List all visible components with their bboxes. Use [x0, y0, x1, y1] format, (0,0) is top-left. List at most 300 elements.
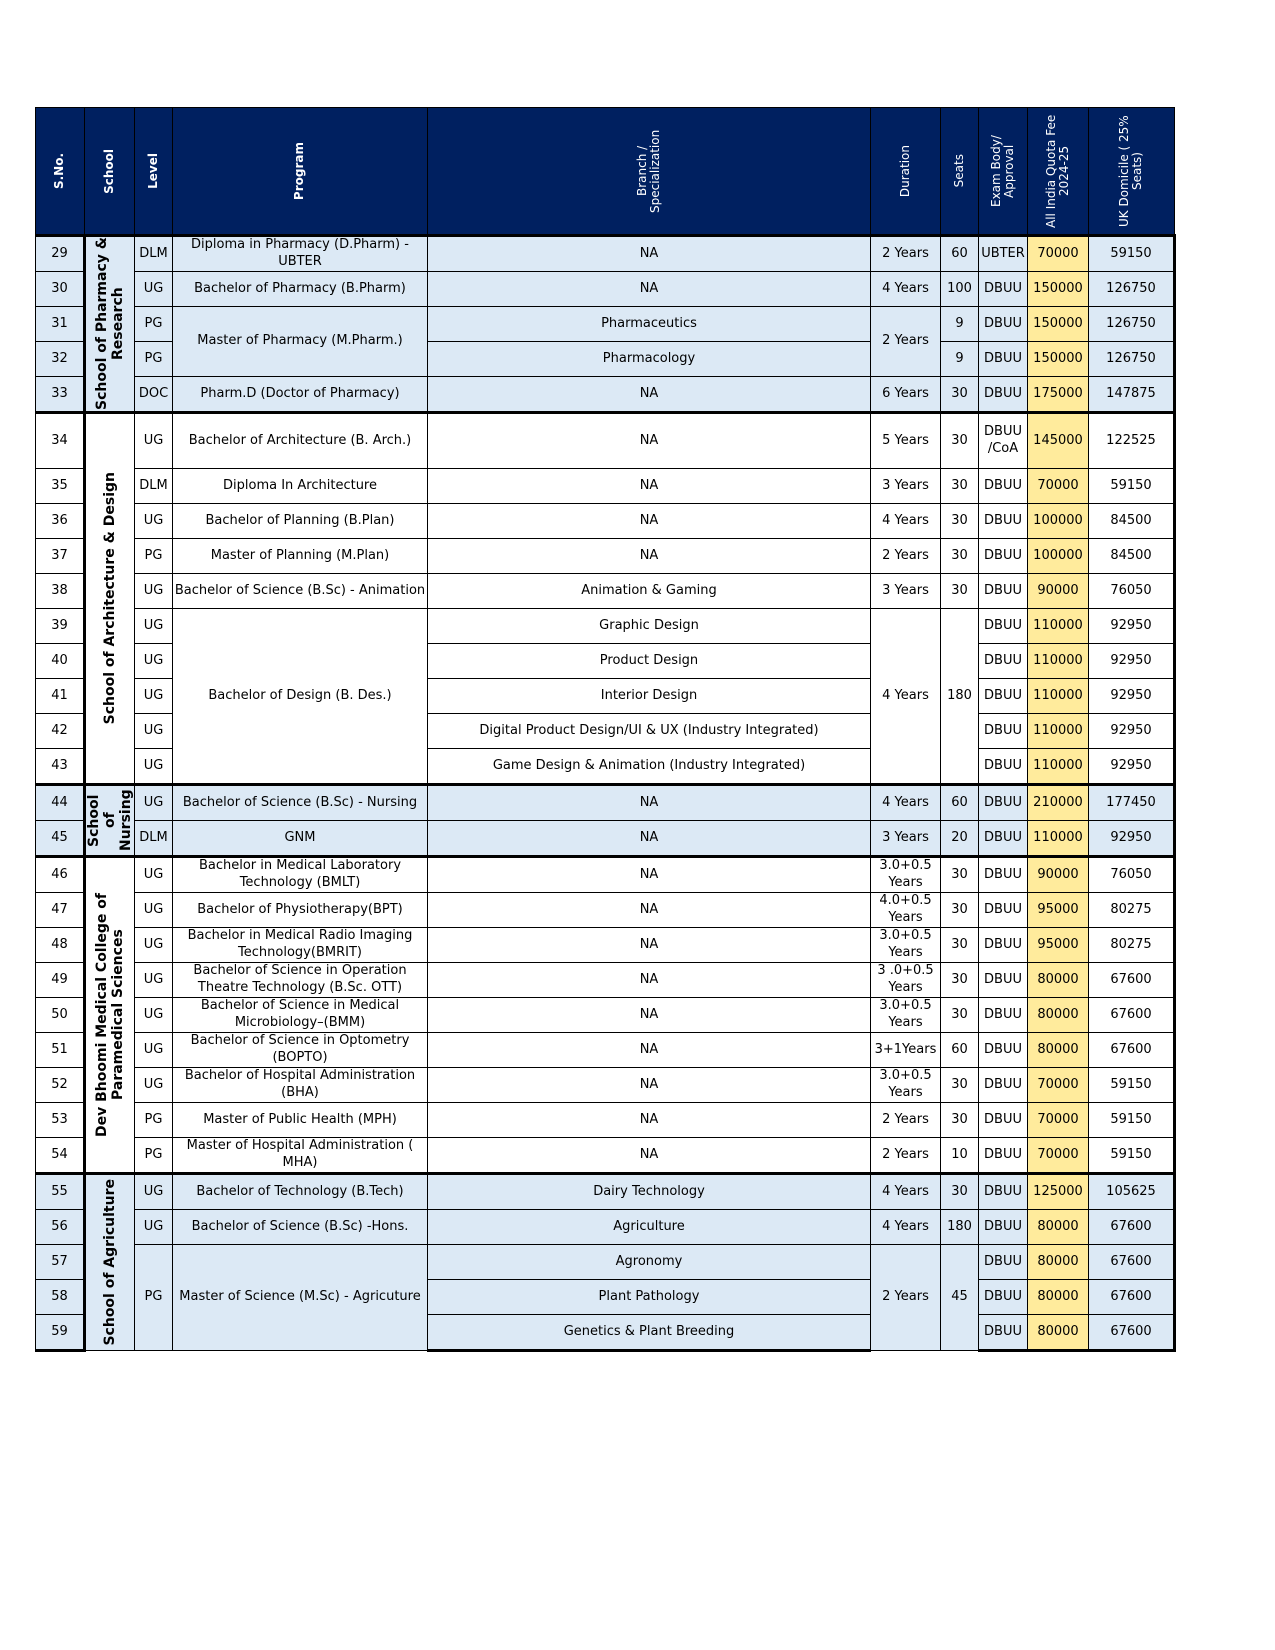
header-label: UK Domicile ( 25% Seats)	[1117, 115, 1145, 227]
table-row	[36, 377, 1175, 413]
all-india-fee-cell: 80000	[1028, 1033, 1089, 1068]
branch-cell: Product Design	[428, 644, 871, 679]
branch-cell: Digital Product Design/UI & UX (Industry Integrated)	[428, 714, 871, 749]
duration-cell: 4.0+0.5 Years	[871, 893, 941, 928]
duration-cell: 4 Years	[871, 272, 941, 307]
program-cell: Master of Hospital Administration ( MHA)	[173, 1138, 428, 1174]
all-india-fee-cell: 150000	[1028, 307, 1089, 342]
exam-body-cell: DBUU	[979, 1033, 1028, 1068]
duration-cell: 3 Years	[871, 574, 941, 609]
level-cell: PG	[135, 1245, 173, 1351]
seats-cell: 20	[941, 821, 979, 857]
seats-cell: 180	[941, 1210, 979, 1245]
sno-cell: 46	[36, 857, 85, 893]
level-cell: UG	[135, 963, 173, 998]
program-cell: Bachelor of Science in Operation Theatre Technology (B.Sc. OTT)	[173, 963, 428, 998]
all-india-fee-cell: 150000	[1028, 272, 1089, 307]
exam-body-cell: DBUU	[979, 857, 1028, 893]
seats-cell: 30	[941, 539, 979, 574]
uk-domicile-fee-cell: 92950	[1089, 821, 1175, 857]
sno-cell: 31	[36, 307, 85, 342]
level-cell: UG	[135, 413, 173, 469]
sno-cell: 56	[36, 1210, 85, 1245]
uk-domicile-fee-cell: 59150	[1089, 469, 1175, 504]
header-label: Duration	[897, 144, 912, 198]
exam-body-cell: DBUU	[979, 307, 1028, 342]
program-cell: Master of Science (M.Sc) - Agricuture	[173, 1245, 428, 1351]
seats-cell: 30	[941, 998, 979, 1033]
uk-domicile-fee-cell: 177450	[1089, 785, 1175, 821]
exam-body-cell: DBUU	[979, 785, 1028, 821]
duration-cell: 3.0+0.5 Years	[871, 928, 941, 963]
all-india-fee-cell: 95000	[1028, 928, 1089, 963]
header-program	[173, 108, 428, 236]
duration-cell: 3.0+0.5 Years	[871, 1068, 941, 1103]
table-row	[36, 413, 1175, 469]
duration-cell: 3 Years	[871, 821, 941, 857]
program-cell: Bachelor of Science (B.Sc) - Nursing	[173, 785, 428, 821]
branch-cell: Pharmaceutics	[428, 307, 871, 342]
school-name-cell	[85, 413, 135, 785]
uk-domicile-fee-cell: 126750	[1089, 307, 1175, 342]
branch-cell: NA	[428, 413, 871, 469]
header-level	[135, 108, 173, 236]
branch-cell: NA	[428, 963, 871, 998]
all-india-fee-cell: 70000	[1028, 1068, 1089, 1103]
sno-cell: 51	[36, 1033, 85, 1068]
sno-cell: 43	[36, 749, 85, 785]
level-cell: DLM	[135, 469, 173, 504]
seats-cell: 30	[941, 413, 979, 469]
all-india-fee-cell: 110000	[1028, 679, 1089, 714]
all-india-fee-cell: 210000	[1028, 785, 1089, 821]
school-name: School of Agriculture	[101, 1179, 118, 1346]
sno-cell: 37	[36, 539, 85, 574]
table-row	[36, 998, 1175, 1033]
uk-domicile-fee-cell: 126750	[1089, 272, 1175, 307]
level-cell: UG	[135, 1033, 173, 1068]
program-cell: Bachelor of Architecture (B. Arch.)	[173, 413, 428, 469]
table-row	[36, 504, 1175, 539]
duration-cell: 3.0+0.5 Years	[871, 857, 941, 893]
exam-body-cell: DBUU	[979, 469, 1028, 504]
header-label: School	[101, 148, 116, 194]
level-cell: PG	[135, 342, 173, 377]
sno-cell: 58	[36, 1280, 85, 1315]
branch-cell: NA	[428, 469, 871, 504]
all-india-fee-cell: 80000	[1028, 1280, 1089, 1315]
sno-cell: 45	[36, 821, 85, 857]
uk-domicile-fee-cell: 67600	[1089, 1210, 1175, 1245]
program-cell: Bachelor of Science in Optometry (BOPTO)	[173, 1033, 428, 1068]
exam-body-cell: DBUU	[979, 1103, 1028, 1138]
program-cell: Diploma in Pharmacy (D.Pharm) - UBTER	[173, 236, 428, 272]
exam-body-cell: DBUU	[979, 998, 1028, 1033]
table-row	[36, 1103, 1175, 1138]
seats-cell: 30	[941, 1103, 979, 1138]
branch-cell: NA	[428, 272, 871, 307]
table-row	[36, 574, 1175, 609]
table-row	[36, 893, 1175, 928]
sno-cell: 39	[36, 609, 85, 644]
uk-domicile-fee-cell: 59150	[1089, 1068, 1175, 1103]
exam-body-cell: DBUU	[979, 821, 1028, 857]
program-cell: Bachelor of Design (B. Des.)	[173, 609, 428, 785]
duration-cell: 6 Years	[871, 377, 941, 413]
uk-domicile-fee-cell: 84500	[1089, 539, 1175, 574]
sno-cell: 32	[36, 342, 85, 377]
branch-cell: Agriculture	[428, 1210, 871, 1245]
uk-domicile-fee-cell: 80275	[1089, 893, 1175, 928]
seats-cell: 30	[941, 928, 979, 963]
branch-cell: NA	[428, 857, 871, 893]
all-india-fee-cell: 175000	[1028, 377, 1089, 413]
exam-body-cell: DBUU	[979, 539, 1028, 574]
level-cell: UG	[135, 714, 173, 749]
sno-cell: 54	[36, 1138, 85, 1174]
header-label: All India Quota Fee 2024-25	[1043, 114, 1071, 228]
uk-domicile-fee-cell: 67600	[1089, 998, 1175, 1033]
level-cell: UG	[135, 574, 173, 609]
all-india-fee-cell: 80000	[1028, 1210, 1089, 1245]
level-cell: DLM	[135, 821, 173, 857]
table-row	[36, 1068, 1175, 1103]
table-row	[36, 1033, 1175, 1068]
branch-cell: Graphic Design	[428, 609, 871, 644]
all-india-fee-cell: 145000	[1028, 413, 1089, 469]
branch-cell: NA	[428, 821, 871, 857]
header-branch	[428, 108, 871, 236]
exam-body-cell: DBUU	[979, 342, 1028, 377]
header-label: Seats	[951, 154, 966, 188]
program-cell: Bachelor of Planning (B.Plan)	[173, 504, 428, 539]
all-india-fee-cell: 70000	[1028, 469, 1089, 504]
exam-body-cell: DBUU	[979, 679, 1028, 714]
exam-body-cell: DBUU	[979, 963, 1028, 998]
branch-cell: NA	[428, 539, 871, 574]
exam-body-cell: DBUU	[979, 1245, 1028, 1280]
table-row	[36, 469, 1175, 504]
sno-cell: 29	[36, 236, 85, 272]
school-name-cell	[85, 785, 135, 857]
program-cell: Master of Pharmacy (M.Pharm.)	[173, 307, 428, 377]
branch-cell: NA	[428, 1103, 871, 1138]
exam-body-cell: DBUU	[979, 749, 1028, 785]
program-cell: Bachelor of Science (B.Sc) -Hons.	[173, 1210, 428, 1245]
program-cell: Bachelor of Hospital Administration (BHA)	[173, 1068, 428, 1103]
duration-cell: 2 Years	[871, 1245, 941, 1351]
level-cell: UG	[135, 644, 173, 679]
all-india-fee-cell: 70000	[1028, 1103, 1089, 1138]
seats-cell: 30	[941, 574, 979, 609]
level-cell: DOC	[135, 377, 173, 413]
sno-cell: 40	[36, 644, 85, 679]
all-india-fee-cell: 110000	[1028, 714, 1089, 749]
uk-domicile-fee-cell: 80275	[1089, 928, 1175, 963]
branch-cell: Pharmacology	[428, 342, 871, 377]
sno-cell: 59	[36, 1315, 85, 1351]
exam-body-cell: DBUU	[979, 272, 1028, 307]
table-row	[36, 272, 1175, 307]
duration-cell: 3.0+0.5 Years	[871, 998, 941, 1033]
program-cell: Bachelor of Science in Medical Microbiology–(BMM)	[173, 998, 428, 1033]
school-name-cell	[85, 236, 135, 413]
header-all-india-fee	[1028, 108, 1089, 236]
seats-cell: 9	[941, 342, 979, 377]
table-row	[36, 785, 1175, 821]
all-india-fee-cell: 110000	[1028, 644, 1089, 679]
header-label: Exam Body/ Approval	[988, 135, 1016, 207]
sno-cell: 52	[36, 1068, 85, 1103]
uk-domicile-fee-cell: 147875	[1089, 377, 1175, 413]
all-india-fee-cell: 70000	[1028, 1138, 1089, 1174]
sno-cell: 49	[36, 963, 85, 998]
sno-cell: 38	[36, 574, 85, 609]
uk-domicile-fee-cell: 67600	[1089, 1245, 1175, 1280]
uk-domicile-fee-cell: 122525	[1089, 413, 1175, 469]
uk-domicile-fee-cell: 76050	[1089, 857, 1175, 893]
seats-cell: 60	[941, 236, 979, 272]
sno-cell: 44	[36, 785, 85, 821]
school-name-cell	[85, 1174, 135, 1351]
program-cell: Bachelor in Medical Laboratory Technology (BMLT)	[173, 857, 428, 893]
uk-domicile-fee-cell: 67600	[1089, 1033, 1175, 1068]
all-india-fee-cell: 80000	[1028, 998, 1089, 1033]
program-cell: Bachelor in Medical Radio Imaging Technology(BMRIT)	[173, 928, 428, 963]
uk-domicile-fee-cell: 92950	[1089, 714, 1175, 749]
uk-domicile-fee-cell: 59150	[1089, 1138, 1175, 1174]
table-row	[36, 1245, 1175, 1280]
all-india-fee-cell: 150000	[1028, 342, 1089, 377]
table-row	[36, 609, 1175, 644]
duration-cell: 3 Years	[871, 469, 941, 504]
school-name: School of Pharmacy & Research	[93, 237, 126, 411]
seats-cell: 9	[941, 307, 979, 342]
header-label: Level	[145, 153, 160, 189]
header-label: S.No.	[52, 152, 67, 190]
branch-cell: NA	[428, 504, 871, 539]
uk-domicile-fee-cell: 67600	[1089, 1315, 1175, 1351]
table-row	[36, 1210, 1175, 1245]
uk-domicile-fee-cell: 84500	[1089, 504, 1175, 539]
uk-domicile-fee-cell: 59150	[1089, 236, 1175, 272]
uk-domicile-fee-cell: 67600	[1089, 963, 1175, 998]
exam-body-cell: DBUU	[979, 644, 1028, 679]
duration-cell: 4 Years	[871, 609, 941, 785]
table-row	[36, 928, 1175, 963]
sno-cell: 33	[36, 377, 85, 413]
branch-cell: NA	[428, 1068, 871, 1103]
seats-cell: 100	[941, 272, 979, 307]
all-india-fee-cell: 70000	[1028, 236, 1089, 272]
uk-domicile-fee-cell: 59150	[1089, 1103, 1175, 1138]
all-india-fee-cell: 110000	[1028, 609, 1089, 644]
all-india-fee-cell: 90000	[1028, 857, 1089, 893]
branch-cell: Plant Pathology	[428, 1280, 871, 1315]
header-duration	[871, 108, 941, 236]
sno-cell: 41	[36, 679, 85, 714]
branch-cell: Genetics & Plant Breeding	[428, 1315, 871, 1351]
school-name: School of Architecture & Design	[101, 472, 118, 725]
branch-cell: NA	[428, 1138, 871, 1174]
duration-cell: 3 .0+0.5 Years	[871, 963, 941, 998]
branch-cell: NA	[428, 998, 871, 1033]
exam-body-cell: DBUU	[979, 1210, 1028, 1245]
exam-body-cell: DBUU	[979, 1138, 1028, 1174]
level-cell: UG	[135, 1210, 173, 1245]
uk-domicile-fee-cell: 76050	[1089, 574, 1175, 609]
level-cell: PG	[135, 1103, 173, 1138]
sno-cell: 53	[36, 1103, 85, 1138]
exam-body-cell: DBUU	[979, 893, 1028, 928]
table-row	[36, 539, 1175, 574]
exam-body-cell: DBUU	[979, 928, 1028, 963]
all-india-fee-cell: 80000	[1028, 963, 1089, 998]
exam-body-cell: DBUU	[979, 1068, 1028, 1103]
seats-cell: 30	[941, 963, 979, 998]
all-india-fee-cell: 100000	[1028, 539, 1089, 574]
program-cell: Pharm.D (Doctor of Pharmacy)	[173, 377, 428, 413]
duration-cell: 2 Years	[871, 1103, 941, 1138]
branch-cell: Game Design & Animation (Industry Integrated)	[428, 749, 871, 785]
branch-cell: NA	[428, 377, 871, 413]
sno-cell: 42	[36, 714, 85, 749]
branch-cell: NA	[428, 785, 871, 821]
sno-cell: 55	[36, 1174, 85, 1210]
duration-cell: 2 Years	[871, 307, 941, 377]
exam-body-cell: DBUU	[979, 609, 1028, 644]
level-cell: UG	[135, 679, 173, 714]
uk-domicile-fee-cell: 105625	[1089, 1174, 1175, 1210]
branch-cell: NA	[428, 928, 871, 963]
branch-cell: Dairy Technology	[428, 1174, 871, 1210]
program-cell: Diploma In Architecture	[173, 469, 428, 504]
level-cell: UG	[135, 928, 173, 963]
seats-cell: 60	[941, 1033, 979, 1068]
table-row	[36, 1174, 1175, 1210]
header-uk-domicile-fee	[1089, 108, 1175, 236]
duration-cell: 5 Years	[871, 413, 941, 469]
uk-domicile-fee-cell: 92950	[1089, 644, 1175, 679]
sno-cell: 34	[36, 413, 85, 469]
exam-body-cell: DBUU /CoA	[979, 413, 1028, 469]
level-cell: UG	[135, 749, 173, 785]
sno-cell: 36	[36, 504, 85, 539]
branch-cell: NA	[428, 1033, 871, 1068]
level-cell: UG	[135, 857, 173, 893]
all-india-fee-cell: 90000	[1028, 574, 1089, 609]
table-row	[36, 963, 1175, 998]
sno-cell: 35	[36, 469, 85, 504]
school-name: Dev Bhoomi Medical College of Paramedical Sciences	[93, 893, 126, 1138]
header-exam-body	[979, 108, 1028, 236]
duration-cell: 2 Years	[871, 539, 941, 574]
seats-cell: 30	[941, 893, 979, 928]
duration-cell: 2 Years	[871, 236, 941, 272]
duration-cell: 4 Years	[871, 504, 941, 539]
header-school	[85, 108, 135, 236]
seats-cell: 30	[941, 377, 979, 413]
branch-cell: NA	[428, 236, 871, 272]
branch-cell: Animation & Gaming	[428, 574, 871, 609]
header-sno	[36, 108, 85, 236]
level-cell: PG	[135, 539, 173, 574]
level-cell: UG	[135, 893, 173, 928]
program-cell: Bachelor of Physiotherapy(BPT)	[173, 893, 428, 928]
program-cell: Bachelor of Science (B.Sc) - Animation	[173, 574, 428, 609]
uk-domicile-fee-cell: 67600	[1089, 1280, 1175, 1315]
branch-cell: Agronomy	[428, 1245, 871, 1280]
all-india-fee-cell: 110000	[1028, 821, 1089, 857]
all-india-fee-cell: 80000	[1028, 1315, 1089, 1351]
seats-cell: 30	[941, 469, 979, 504]
uk-domicile-fee-cell: 126750	[1089, 342, 1175, 377]
level-cell: UG	[135, 998, 173, 1033]
duration-cell: 4 Years	[871, 1210, 941, 1245]
all-india-fee-cell: 125000	[1028, 1174, 1089, 1210]
program-cell: Bachelor of Technology (B.Tech)	[173, 1174, 428, 1210]
fee-table	[35, 107, 1176, 1352]
level-cell: UG	[135, 272, 173, 307]
header-label: Branch / Specialization	[634, 129, 662, 213]
exam-body-cell: DBUU	[979, 574, 1028, 609]
program-cell: Bachelor of Pharmacy (B.Pharm)	[173, 272, 428, 307]
table-row	[36, 857, 1175, 893]
header-seats	[941, 108, 979, 236]
exam-body-cell: DBUU	[979, 714, 1028, 749]
uk-domicile-fee-cell: 92950	[1089, 749, 1175, 785]
sno-cell: 57	[36, 1245, 85, 1280]
level-cell: UG	[135, 609, 173, 644]
uk-domicile-fee-cell: 92950	[1089, 679, 1175, 714]
seats-cell: 60	[941, 785, 979, 821]
duration-cell: 2 Years	[871, 1138, 941, 1174]
exam-body-cell: DBUU	[979, 1174, 1028, 1210]
table-row	[36, 307, 1175, 342]
seats-cell: 30	[941, 1174, 979, 1210]
all-india-fee-cell: 80000	[1028, 1245, 1089, 1280]
program-cell: GNM	[173, 821, 428, 857]
level-cell: DLM	[135, 236, 173, 272]
branch-cell: Interior Design	[428, 679, 871, 714]
header-label: Program	[292, 141, 307, 201]
table-row	[36, 821, 1175, 857]
program-cell: Master of Public Health (MPH)	[173, 1103, 428, 1138]
exam-body-cell: DBUU	[979, 504, 1028, 539]
seats-cell: 30	[941, 504, 979, 539]
exam-body-cell: UBTER	[979, 236, 1028, 272]
all-india-fee-cell: 95000	[1028, 893, 1089, 928]
exam-body-cell: DBUU	[979, 1280, 1028, 1315]
seats-cell: 180	[941, 609, 979, 785]
seats-cell: 10	[941, 1138, 979, 1174]
exam-body-cell: DBUU	[979, 1315, 1028, 1351]
sno-cell: 30	[36, 272, 85, 307]
branch-cell: NA	[428, 893, 871, 928]
duration-cell: 3+1Years	[871, 1033, 941, 1068]
exam-body-cell: DBUU	[979, 377, 1028, 413]
all-india-fee-cell: 100000	[1028, 504, 1089, 539]
program-cell: Master of Planning (M.Plan)	[173, 539, 428, 574]
duration-cell: 4 Years	[871, 1174, 941, 1210]
level-cell: UG	[135, 1068, 173, 1103]
level-cell: PG	[135, 1138, 173, 1174]
seats-cell: 30	[941, 857, 979, 893]
level-cell: PG	[135, 307, 173, 342]
level-cell: UG	[135, 785, 173, 821]
level-cell: UG	[135, 1174, 173, 1210]
header-row	[36, 108, 1175, 236]
